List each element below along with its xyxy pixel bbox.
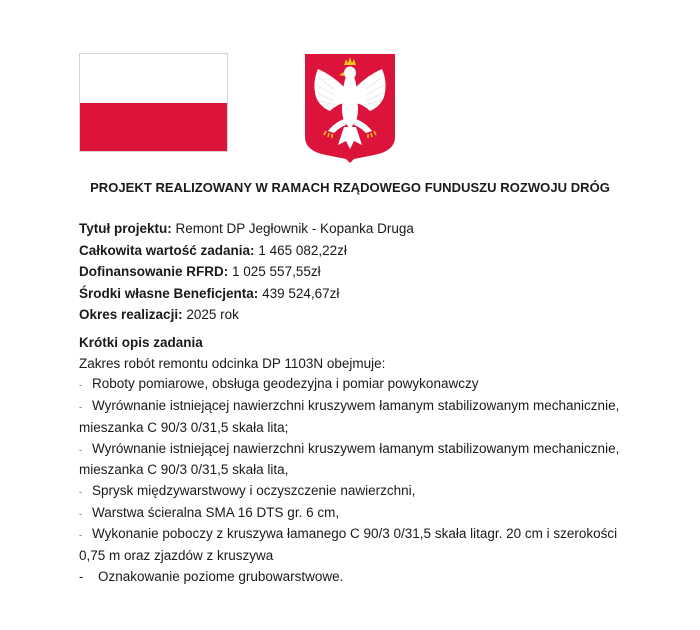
list-item-text: Wyrównanie istniejącej nawierzchni kruszywem łamanym stabilizowanym mechanicznie, [92, 398, 620, 414]
list-item [79, 396, 633, 438]
dash-bullet: - [79, 402, 82, 413]
dash-bullet: - [79, 530, 82, 541]
dash-bullet: - [79, 486, 82, 497]
list-item-continuation: mieszanka C 90/3 0/31,5 skała lita; [79, 419, 289, 435]
list-item-text: Roboty pomiarowe, obsługa geodezyjna i pomiar powykonawczy [92, 376, 479, 392]
list-item-text: Wyrównanie istniejącej nawierzchni kruszywem łamanym stabilizowanym mechanicznie, [92, 440, 620, 456]
list-item-continuation: mieszanka C 90/3 0/31,5 skała lita, [79, 462, 289, 478]
info-label: Tytuł projektu: [79, 221, 172, 236]
dash-bullet: - [79, 444, 82, 455]
project-info [79, 218, 414, 326]
info-label: Całkowita wartość zadania: [79, 242, 255, 258]
info-row-total-value [79, 240, 414, 262]
list-item [79, 524, 633, 566]
flag-red-stripe [80, 103, 227, 152]
list-item [79, 439, 633, 481]
flag-white-stripe [80, 54, 227, 103]
list-item [79, 567, 633, 588]
list-item-text: Wykonanie poboczy z kruszywa łamanego C 90/3 0/31,5 skała litagr. 20 cm i szerokości [92, 526, 618, 542]
description-intro: Zakres robót remontu odcinka DP 1103N obejmuje: [79, 355, 386, 371]
list-item [79, 503, 633, 525]
dash-bullet: - [79, 380, 82, 391]
list-item [79, 374, 633, 396]
list-item [79, 481, 633, 503]
info-row-title [79, 218, 414, 240]
info-value: Remont DP Jegłownik - Kopanka Druga [171, 221, 414, 236]
dash-bullet: - [79, 568, 84, 584]
info-label: Środki własne Beneficjenta: [79, 285, 259, 301]
list-item-continuation: 0,75 m oraz zjazdów z kruszywa [79, 548, 274, 564]
info-row-period [79, 304, 414, 326]
list-item-text: Warstwa ścieralna SMA 16 DTS gr. 6 cm, [92, 504, 340, 520]
info-row-funding [79, 261, 414, 283]
polish-eagle-emblem-icon [304, 53, 396, 163]
info-value: 2025 rok [182, 307, 239, 322]
list-item-text: Sprysk międzywarstwowy i oczyszczenie nawierzchni, [92, 482, 416, 498]
dash-bullet: - [79, 508, 82, 519]
info-value: 1 465 082,22zł [254, 242, 347, 258]
task-description [79, 333, 633, 587]
description-heading: Krótki opis zadania [79, 335, 203, 350]
info-label: Dofinansowanie RFRD: [79, 264, 229, 279]
info-value: 439 524,67zł [258, 285, 340, 301]
info-row-own-funds [79, 283, 414, 305]
list-item-text: Oznakowanie poziome grubowarstwowe. [98, 568, 344, 584]
poland-flag [79, 53, 228, 152]
info-value: 1 025 557,55zł [228, 264, 321, 279]
info-label: Okres realizacji: [79, 307, 183, 322]
project-title: PROJEKT REALIZOWANY W RAMACH RZĄDOWEGO FUNDUSZU ROZWOJU DRÓG [90, 180, 610, 195]
